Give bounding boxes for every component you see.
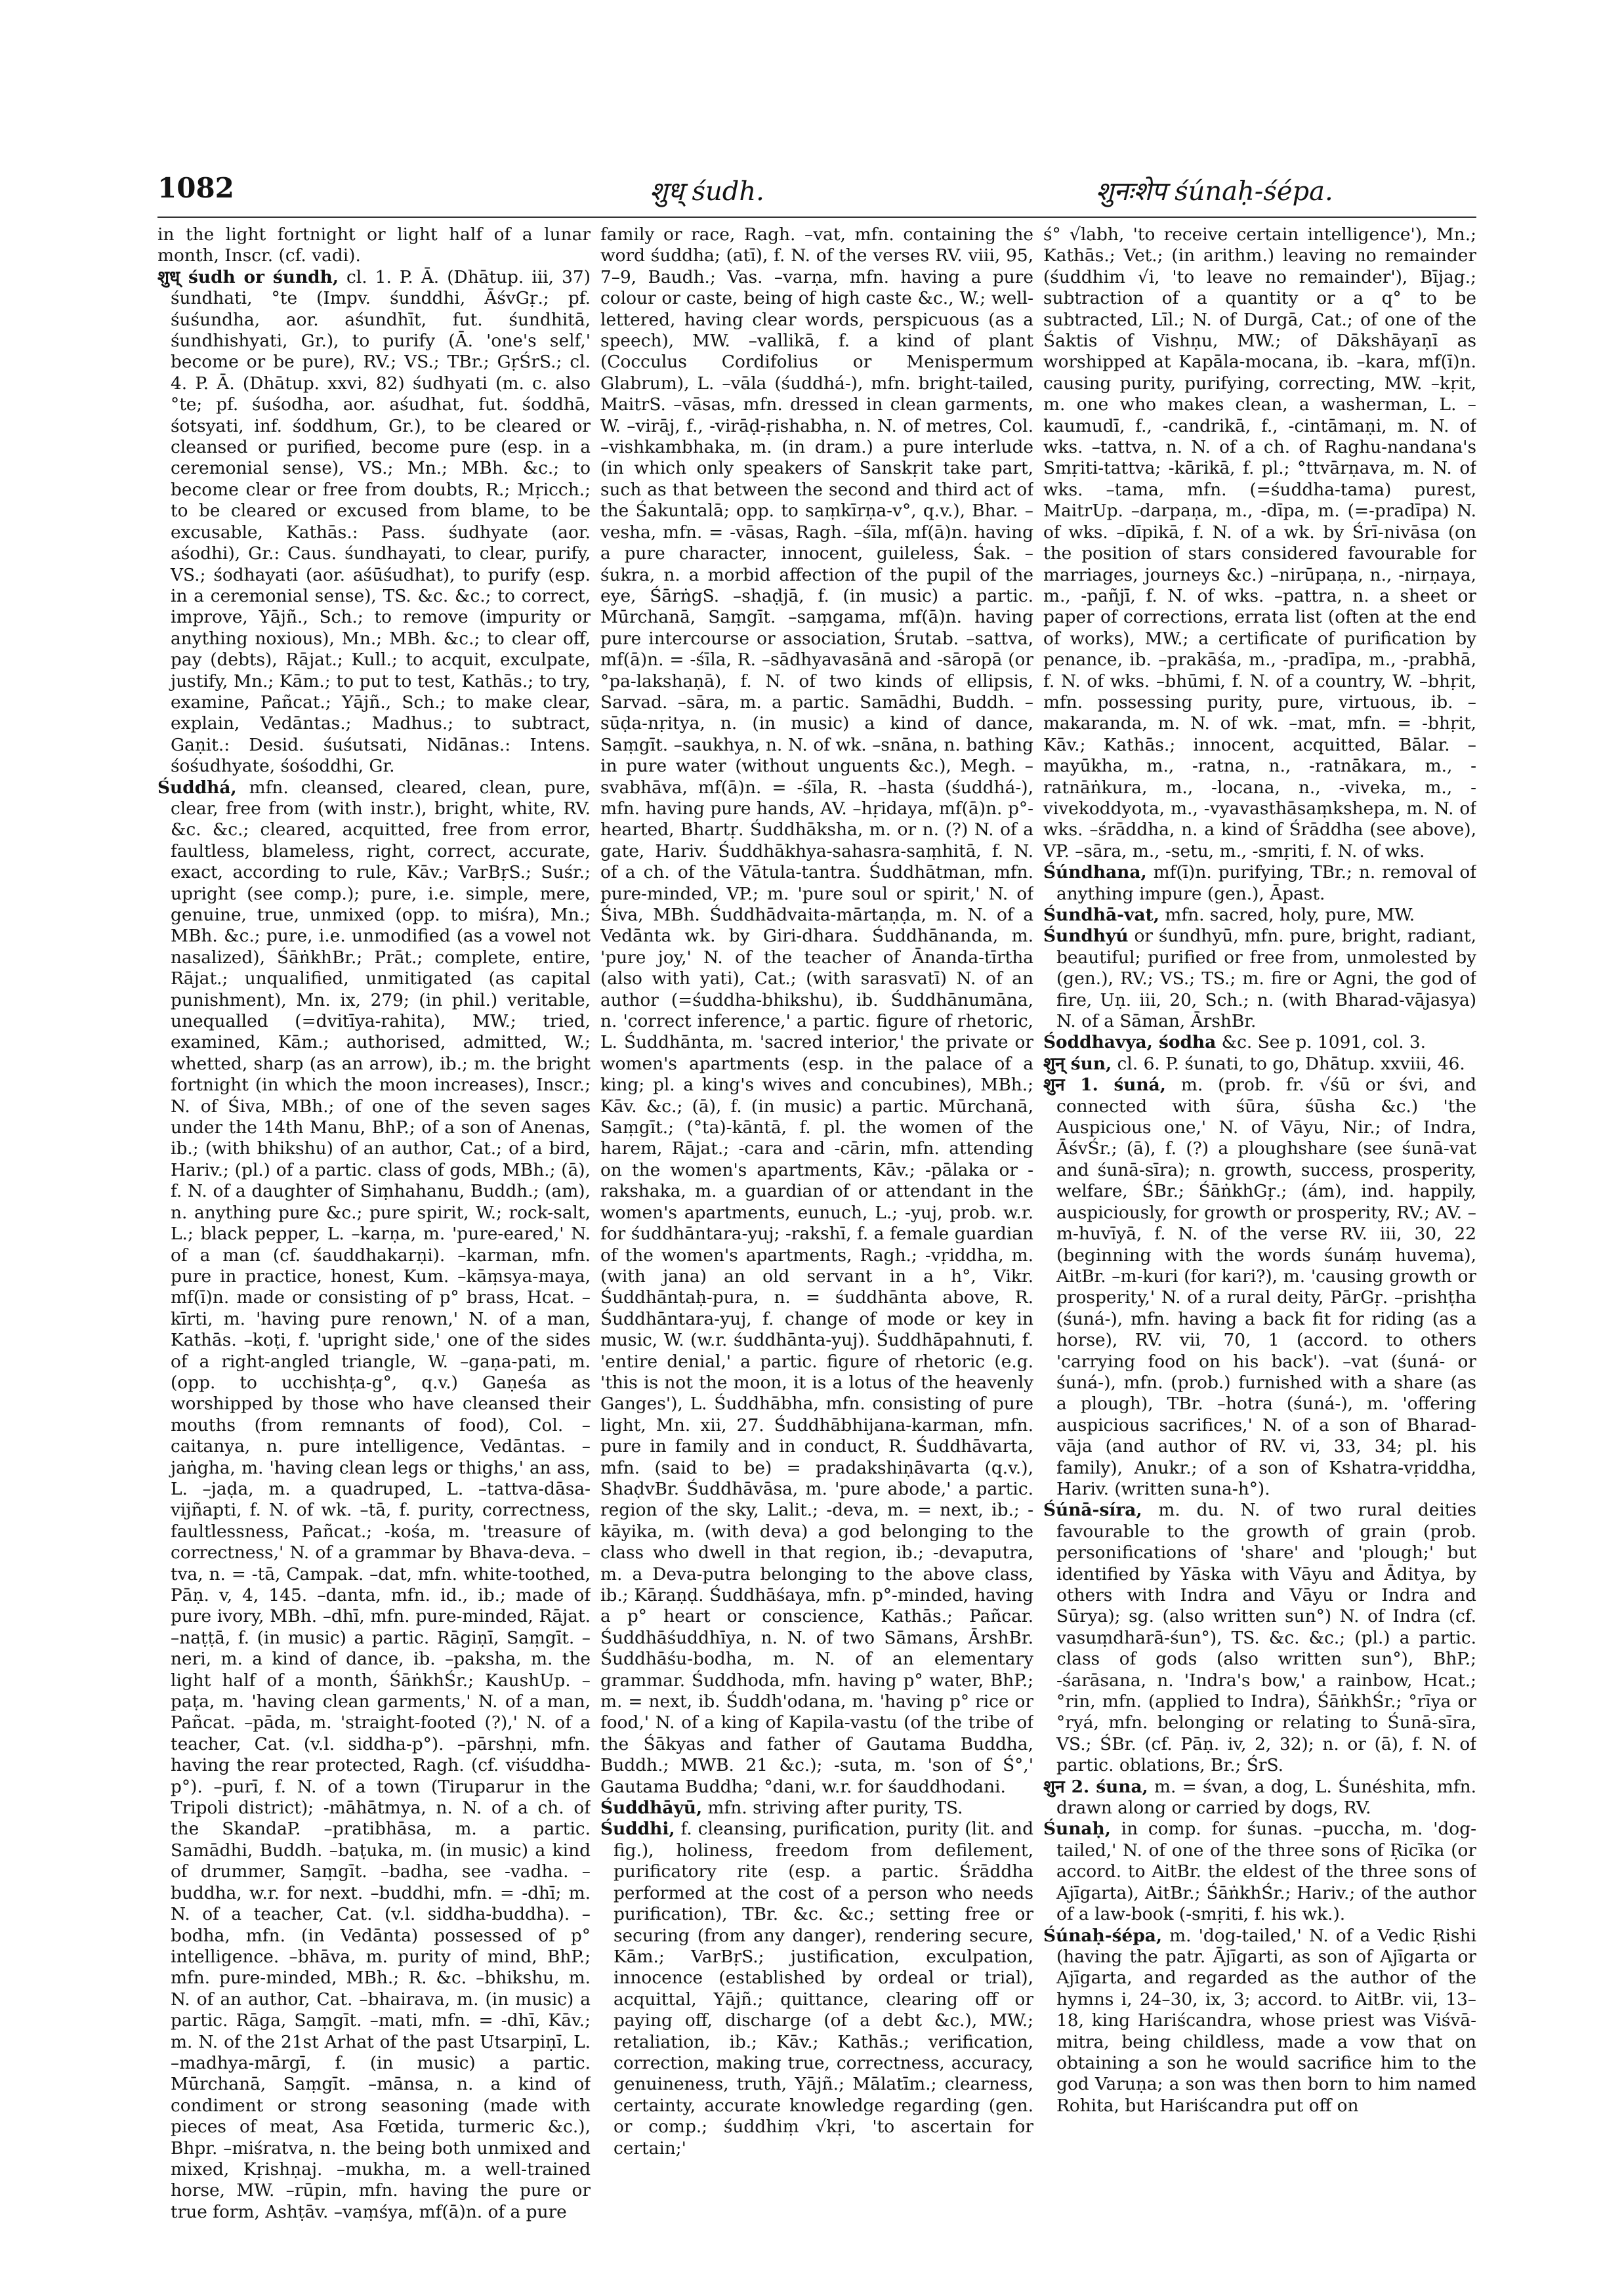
entry-headword: Śunaḥ, <box>1043 1819 1111 1840</box>
header-rule <box>157 217 1476 218</box>
entry-text: &c. See p. 1091, col. 3. <box>1221 1032 1426 1053</box>
right-running-head: शुनःशेप śúnaḥ-śépa. <box>1096 176 1333 207</box>
left-running-head: शुध् śudh. <box>650 176 764 207</box>
entry-text: family or race, Ragh. –vat, mfn. containing the word śuddha; (atī), f. N. of the verses RV. viii, 95, 7–9, Baudh.; Vas. –varṇa, mfn. having a pure colour or caste, being of high caste &c., W.; well-lettered, having clear words, perspicuous (as a speech), MW. –vallikā, f. a kind of plant (Cocculus Cordifolius or Menispermum Glabrum), L. –vāla (śuddhá-), mfn. bright-tailed, MaitrS. –vāsas, mfn. dressed in clean garments, W. –virāj, f., -virāḍ-ṛishabha, n. N. of metres, Col. –vishkambhaka, m. (in dram.) a pure interlude (in which only speakers of Sanskṛit take part, such as that between the second and third act of the Śakuntalā; opp. to saṃkīrṇa-v°, q.v.), Bhar. –vesha, mfn. = -vāsas, Ragh. –śīla, mf(ā)n. having a pure character, innocent, guileless, Śak. –śukra, n. a morbid affection of the pupil of the eye, ŚārṅgS. –shaḍjā, f. (in music) a partic. Mūrchanā, Saṃgīt. –saṃgama, mf(ā)n. having pure intercourse or association, Śrutab. –sattva, mf(ā)n. = -śīla, R. –sādhyavasānā and -sāropā (or °pa-lakshaṇā), f. N. of two kinds of ellipsis, Sarvad. –sāra, m. a partic. Samādhi, Buddh. –sūḍa-nṛitya, n. (in music) a kind of dance, Saṃgīt. –saukhya, n. N. of wk. –snāna, n. bathing in pure water (without unguents &c.), Megh. –svabhāva, mf(ā)n. = -śīla, R. –hasta (śuddhá-), mfn. having pure hands, AV. –hṛidaya, mf(ā)n. p°-hearted, Bhartṛ. Śuddhāksha, m. or n. (?) N. of a gate, Hariv. Śuddhākhya-sahasra-saṃhitā, f. N. of a ch. of the Vātula-tantra. Śuddhātman, mfn. pure-minded, VP.; m. 'pure soul or spirit,' N. of Śiva, MBh. Śuddhādvaita-mārtaṇḍa, m. N. of a Vedānta wk. by Giri-dhara. Śuddhānanda, m. 'pure joy,' N. of the teacher of Ānanda-tīrtha (also with yati), Cat.; (with sarasvatī) N. of an author (=śuddha-bhikshu), ib. Śuddhānumāna, n. 'correct inference,' a partic. figure of rhetoric, L. Śuddhānta, m. 'sacred interior,' the private or women's apartments (esp. in the palace of a king; pl. a king's wives and concubines), MBh.; Kāv. &c.; (ā), f. (in music) a partic. Mūrchanā, Saṃgīt.; (°ta)-kāntā, f. pl. the women of the harem, Rājat.; -cara and -cārin, mfn. attending on the women's apartments, Kāv.; -pālaka or -rakshaka, m. a guardian of or attendant in the women's apartments, eunuch, L.; -yuj, prob. w.r. for śuddhāntara-yuj; -rakshī, f. a female guardian of the women's apartments, Ragh.; -vṛiddha, m. (with jana) an old servant in a h°, Vikr. Śuddhāntaḥ-pura, n. = śuddhānta above, R. Śuddhāntara-yuj, f. change of mode or key in music, W. (w.r. śuddhānta-yuj). Śuddhāpahnuti, f. 'entire denial,' a partic. figure of rhetoric (e.g. 'this is not the moon, it is a lotus of the heavenly Ganges'), L. Śuddhābha, mfn. consisting of pure light, Mn. xii, 27. Śuddhābhijana-karman, mfn. pure in family and in conduct, R. Śuddhāvarta, mfn. (said to be) = pradakshiṇāvarta (q.v.), ShaḍvBr. Śuddhāvāsa, m. 'pure abode,' a partic. region of the sky, Lalit.; -deva, m. = next, ib.; -kāyika, m. (with deva) a god belonging to the class who dwell in that region, ib.; -devaputra, m. a Deva-putra belonging to the above class, ib.; Kāraṇḍ. Śuddhāśaya, mfn. p°-minded, having a p° heart or conscience, Kathās.; Pañcar. Śuddhāśuddhīya, n. N. of two Sāmans, ĀrshBr. Śuddhāśu-bodha, m. N. of an elementary grammar. Śuddhoda, mfn. having p° water, BhP.; m. = next, ib. Śuddh'odana, m. 'having p° rice or food,' N. of a king of Kapila-vastu (of the tribe of the Śākyas and father of Gautama Buddha, Buddh.; MWB. 21 &c.); -suta, m. 'son of Ś°,' Gautama Buddha; °dani, w.r. for śauddhodani. <box>600 224 1033 1797</box>
entry-text: mfn. striving after purity, TS. <box>707 1798 963 1819</box>
entry-headword: Śundhyú <box>1043 926 1129 947</box>
entry-text: or śundhyū, mfn. pure, bright, radiant, beautiful; purified or free from, unmolested by (gen.), RV.; VS.; TS.; m. fire or Agni, the god of fire, Uṇ. iii, 20, Sch.; n. (with Bharad-vājasya) N. of a Sāman, ĀrshBr. <box>1056 926 1476 1032</box>
entry-headword: शुध् śudh or śundh, <box>157 266 339 287</box>
entry-text: m. (prob. fr. √śū or śvi, and connected with śūra, śūsha &c.) 'the Auspicious one,' N. of Vāyu, Nir.; of Indra, ĀśvŚr.; (ā), f. (?) a ploughshare (see śunā-vat and śunā-sīra); n. growth, success, prosperity, welfare, ŚBr.; ŚāṅkhGṛ.; (ám), ind. happily, auspiciously, for growth or prosperity, RV.; AV. –m-huvīyā, f. N. of the verse RV. iii, 30, 22 (beginning with the words śunáṃ huvema), AitBr. –m-kuri (for kari?), m. 'causing growth or prosperity,' N. of a rural deity, PārGṛ. –prishṭha (śuná-), mfn. having a back fit for riding (as a horse), RV. vii, 70, 1 (accord. to others 'carrying food on his back'). –vat (śuná- or śuná-), mfn. (prob.) furnished with a share (as a plough), TBr. –hotra (śuná-), m. 'offering auspicious sacrifices,' N. of a son of Bharad-vāja (and author of RV. vi, 33, 34; pl. his family), Anukr.; of a son of Kshatra-vṛiddha, Hariv. (written suna-h°). <box>1056 1075 1476 1499</box>
dictionary-entry <box>1043 1500 1476 1776</box>
entry-headword: शुन 1. śuná, <box>1043 1075 1166 1096</box>
column-2 <box>600 224 1033 2265</box>
page-number: 1082 <box>157 172 234 204</box>
dictionary-entry <box>600 1798 1033 1819</box>
entry-text: cl. 1. P. Ā. (Dhātup. iii, 37) śundhati, °te (Impv. śunddhi, ĀśvGṛ.; pf. śuśundha, aor. aśundhīt, fut. śundhitā, śundhishyati, Gr.), to purify (Ā. 'one's self,' become or be pure), RV.; VS.; TBr.; GṛŚrS.; cl. 4. P. Ā. (Dhātup. xxvi, 82) śudhyati (m. c. also °te; pf. śuśodha, aor. aśudhat, fut. śoddhā, śotsyati, inf. śoddhum, Gr.), to be cleared or cleansed or purified, become pure (esp. in a ceremonial sense), VS.; Mn.; MBh. &c.; to become clear or free from doubts, R.; Mṛicch.; to be cleared or excused from blame, to be excusable, Kathās.: Pass. śudhyate (aor. aśodhi), Gr.: Caus. śundhayati, to clear, purify, VS.; śodhayati (aor. aśūśudhat), to purify (esp. in a ceremonial sense), TS. &c. &c.; to correct, improve, Yājñ., Sch.; to remove (impurity or anything noxious), Mn.; MBh. &c.; to clear off, pay (debts), Rājat.; Kull.; to acquit, exculpate, justify, Mn.; Kām.; to put to test, Kathās.; to try, examine, Pañcat.; Yājñ., Sch.; to make clear, explain, Vedāntas.; Madhus.; to subtract, Gaṇit.: Desid. śuśutsati, Nidānas.: Intens. śośudhyate, śośoddhi, Gr. <box>171 266 591 777</box>
dictionary-entry <box>157 267 591 777</box>
dictionary-entry <box>1043 1032 1476 1053</box>
column-3 <box>1043 224 1476 2265</box>
entry-text: m. 'dog-tailed,' N. of a Vedic Ṛishi (having the patr. Ājīgarti, as son of Ajīgarta or Ajīgarta, and regarded as the author of the hymns i, 24–30, ix, 3; accord. to AitBr. vii, 13–18, king Hariścandra, whose priest was Viśvā-mitra, being childless, made a vow that on obtaining a son he would sacrifice him to the god Varuṇa; a son was then born to him named Rohita, but Hariścandra put off on <box>1056 1925 1476 2116</box>
entry-headword: Śúnā-síra, <box>1043 1500 1142 1521</box>
entry-text: ś° √labh, 'to receive certain intelligence'), Mn.; Kathās.; Vet.; (in arithm.) leaving no remainder (śuddhim √i, 'to leave no remainder'), Bījag.; subtraction of a quantity or a q° to be subtracted, Līl.; N. of Durgā, Cat.; of one of the Śaktis of Vishṇu, MW.; of Dākshāyaṇī as worshipped at Kapāla-mocana, ib. –kara, mf(ī)n. causing purity, purifying, correcting, MW. –kṛit, m. one who makes clean, a washerman, L. –kaumudī, f., -candrikā, f., -cintāmaṇi, m. N. of wks. –tattva, n. N. of a ch. of Raghu-nandana's Smṛiti-tattva; -kārikā, f. pl.; °ttvārṇava, m. N. of wks. –tama, mfn. (=śuddha-tama) purest, MaitrUp. –darpaṇa, m., -dīpa, m. (=-pradīpa) N. of wks. –dīpikā, f. N. of a wk. by Śrī-nivāsa (on the position of stars considered favourable for marriages, journeys &c.) –nirūpaṇa, n., -nirṇaya, m., -pañjī, f. N. of wks. –pattra, n. a sheet or paper of corrections, errata list (often at the end of works), MW.; a certificate of purification by penance, ib. –prakāśa, m., -pradīpa, m., -prabhā, f. N. of wks. –bhūmi, f. N. of a country, W. –bhṛit, mfn. possessing purity, pure, virtuous, ib. –makaranda, m. N. of wk. –mat, mfn. = -bhṛit, Kāv.; Kathās.; innocent, acquitted, Bālar. –mayūkha, m., -ratna, n., -ratnākara, m., -ratnāṅkura, m., -locana, n., -viveka, m., -vivekoddyota, m., -vyavasthāsaṃkshepa, m. N. of wks. –śrāddha, n. a kind of Śrāddha (see above), VP. –sāra, m., -setu, m., -smṛiti, f. N. of wks. <box>1043 224 1476 861</box>
entry-headword: Śuddhá, <box>157 777 237 798</box>
entry-headword: Śuddhāyū, <box>600 1798 703 1819</box>
entry-text: mf(ī)n. purifying, TBr.; n. removal of anything impure (gen.), Āpast. <box>1056 862 1476 904</box>
entry-headword: Śúndhana, <box>1043 862 1147 883</box>
dictionary-entry <box>1043 862 1476 905</box>
entry-headword: शुन् śun, <box>1043 1053 1112 1074</box>
dictionary-entry <box>1043 1777 1476 1819</box>
entry-headword: Śoddhavya, śodha <box>1043 1032 1217 1053</box>
dictionary-entry <box>600 1819 1033 2159</box>
entry-text: in the light fortnight or light half of a lunar month, Inscr. (cf. vadi). <box>157 224 591 266</box>
dictionary-entry <box>600 224 1033 1798</box>
entry-text: mfn. cleansed, cleared, clean, pure, clear, free from (with instr.), bright, white, RV. &c. &c.; cleared, acquitted, free from error, faultless, blameless, right, correct, accurate, exact, according to rule, Kāv.; VarBṛS.; Suśr.; upright (see comp.); pure, i.e. simple, mere, genuine, true, unmixed (opp. to miśra), Mn.; MBh. &c.; pure, i.e. unmodified (as a vowel not nasalized), ŚāṅkhBr.; Prāt.; complete, entire, Rājat.; unqualified, unmitigated (as capital punishment), Mn. ix, 279; (in phil.) veritable, unequalled (=dvitīya-rahita), MW.; tried, examined, Kām.; authorised, admitted, W.; whetted, sharp (as an arrow), ib.; m. the bright fortnight (in which the moon increases), Inscr.; N. of Śiva, MBh.; of one of the seven sages under the 14th Manu, BhP.; of a son of Anenas, ib.; (with bhikshu) of an author, Cat.; of a bird, Hariv.; (pl.) of a partic. class of gods, MBh.; (ā), f. N. of a daughter of Siṃhahanu, Buddh.; (am), n. anything pure &c.; pure spirit, W.; rock-salt, L.; black pepper, L. –karṇa, m. 'pure-eared,' N. of a man (cf. śauddhakarṇi). –karman, mfn. pure in practice, honest, Kum. –kāṃsya-maya, mf(ī)n. made or consisting of p° brass, Hcat. –kīrti, m. 'having pure renown,' N. of a man, Kathās. –koṭi, f. 'upright side,' one of the sides of a right-angled triangle, W. –gaṇa-pati, m. (opp. to ucchishṭa-g°, q.v.) Gaṇeśa as worshipped by those who have cleansed their mouths (from remnants of food), Col. –caitanya, n. pure intelligence, Vedāntas. –jaṅgha, m. 'having clean legs or thighs,' an ass, L. –jaḍa, m. a quadruped, L. –tattva-dāsa-vijñapti, f. N. of wk. –tā, f. purity, correctness, faultlessness, Pañcat.; -kośa, m. 'treasure of correctness,' N. of a grammar by Bhava-deva. –tva, n. = -tā, Campak. –dat, mfn. white-toothed, Pāṇ. v, 4, 145. –danta, mfn. id., ib.; made of pure ivory, MBh. –dhī, mfn. pure-minded, Rājat. –naṭṭā, f. (in music) a partic. Rāgiṇī, Saṃgīt. –neri, m. a kind of dance, ib. –paksha, m. the light half of a month, ŚāṅkhŚr.; KaushUp. –paṭa, m. 'having clean garments,' N. of a man, Pañcat. –pāda, m. 'straight-footed (?),' N. of a teacher, Cat. (v.l. siddha-p°). –pārshṇi, mfn. having the rear protected, Ragh. (cf. viśuddha-p°). –purī, f. N. of a town (Tiruparur in the Tripoli district); -māhātmya, n. N. of a ch. of the SkandaP. –pratibhāsa, m. a partic. Samādhi, Buddh. –baṭuka, m. (in music) a kind of drummer, Saṃgīt. –badha, see -vadha. –buddha, w.r. for next. –buddhi, mfn. = -dhī; m. N. of a teacher, Cat. (v.l. siddha-buddha). –bodha, mfn. (in Vedānta) possessed of p° intelligence. –bhāva, m. purity of mind, BhP.; mfn. pure-minded, MBh.; R. &c. –bhikshu, m. N. of an author, Cat. –bhairava, m. (in music) a partic. Rāga, Saṃgīt. –mati, mfn. = -dhī, Kāv.; m. N. of the 21st Arhat of the past Utsarpiṇī, L. –madhya-mārgī, f. (in music) a partic. Mūrchanā, Saṃgīt. –mānsa, n. a kind of condiment or strong seasoning (made with pieces of meat, Asa Fœtida, turmeric &c.), Bhpr. –miśratva, n. the being both unmixed and mixed, Kṛishṇaj. –mukha, m. a well-trained horse, MW. –rūpin, mfn. having the pure or true form, Ashṭāv. –vaṃśya, mf(ā)n. of a pure <box>171 777 591 2222</box>
dictionary-entry <box>1043 1075 1476 1500</box>
entry-text: f. cleansing, purification, purity (lit. and fig.), holiness, freedom from defilement, purificatory rite (esp. a partic. Śrāddha performed at the cost of a person who needs purification), TBr. &c. &c.; setting free or securing (from any danger), rendering secure, Kām.; VarBṛS.; justification, exculpation, innocence (established by ordeal or trial), acquittal, Yājñ.; quittance, clearing off or paying off, discharge (of a debt &c.), MW.; retaliation, ib.; Kāv.; Kathās.; verification, correction, making true, correctness, accuracy, genuineness, truth, Yājñ.; Mālatīm.; clearness, certainty, accurate knowledge regarding (gen. or comp.; śuddhiṃ √kṛi, 'to ascertain for certain;' <box>614 1819 1033 2159</box>
entry-headword: Śundhā-vat, <box>1043 905 1159 925</box>
entry-text: cl. 6. P. śunati, to go, Dhātup. xxviii, 46. <box>1117 1053 1465 1074</box>
entry-text: m. du. N. of two rural deities favourable to the growth of grain (prob. personifications of 'share' and 'plough;' but identified by Yāska with Vāyu and Āditya, by others with Indra and Vāyu or Indra and Sūrya); sg. (also written sun°) N. of Indra (cf. vasuṃdharā-śun°), TS. &c. &c.; (pl.) a partic. class of gods (also written sun°), BhP.; -śarāsana, n. 'Indra's bow,' a rainbow, Hcat.; °rin, mfn. (applied to Indra), ŚāṅkhŚr.; °rīya or °ryá, mfn. belonging or relating to Śunā-sīra, VS.; ŚBr. (cf. Pāṇ. iv, 2, 32); n. or (ā), f. N. of partic. oblations, Br.; ŚrS. <box>1056 1500 1476 1776</box>
dictionary-entry <box>1043 1819 1476 1925</box>
entry-headword: Śuddhi, <box>600 1819 675 1840</box>
dictionary-entry <box>1043 905 1476 926</box>
dictionary-entry <box>1043 224 1476 862</box>
page-header <box>157 172 1476 211</box>
column-1 <box>157 224 591 2265</box>
dictionary-entry <box>1043 1926 1476 2117</box>
entry-headword: शुन 2. śuna, <box>1043 1776 1148 1797</box>
dictionary-entry <box>1043 1054 1476 1075</box>
entry-text: m. = śvan, a dog, L. Śunéshita, mfn. drawn along or carried by dogs, RV. <box>1056 1776 1476 1819</box>
dictionary-entry <box>157 777 591 2223</box>
entry-headword: Śúnaḥ-śépa, <box>1043 1925 1163 1946</box>
entry-text: mfn. sacred, holy, pure, MW. <box>1165 905 1415 925</box>
dictionary-entry <box>1043 926 1476 1032</box>
entry-text: in comp. for śunas. –puccha, m. 'dog-tailed,' N. of one of the three sons of Ṛicīka (or accord. to AitBr. the eldest of the three sons of Ajīgarta), AitBr.; ŚāṅkhŚr.; Hariv.; of the author of a law-book (-smṛiti, f. his wk.). <box>1056 1819 1476 1925</box>
dictionary-entry <box>157 224 591 267</box>
